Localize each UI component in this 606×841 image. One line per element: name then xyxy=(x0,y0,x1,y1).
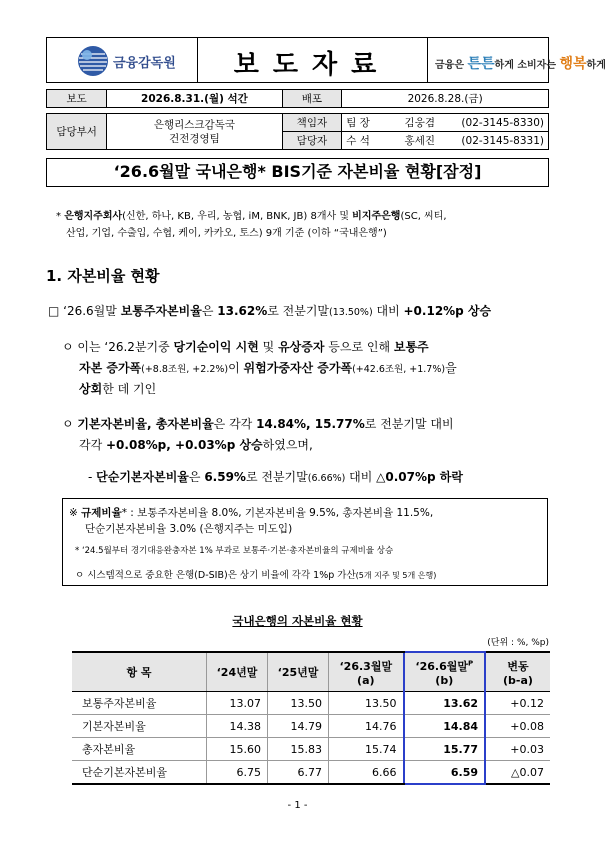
p1-e: 로 전분기말 xyxy=(267,304,330,318)
p2-a: ㅇ 이는 ‘26.2분기중 xyxy=(62,340,174,354)
document-title: ‘26.6월말 국내은행* BIS기준 자본비율 현황[잠정] xyxy=(46,158,549,187)
col-header-2026q1-sub: (a) xyxy=(357,673,375,687)
table-row xyxy=(72,715,550,738)
org-logo-cell xyxy=(47,38,198,82)
fn-c: (신한, 하나, KB, 우리, 농협, iM, BNK, JB) 8개사 및 xyxy=(122,211,353,222)
page-number: - 1 - xyxy=(287,800,308,811)
paragraph-reason-line2 xyxy=(79,359,457,376)
release-label: 보도 xyxy=(47,90,107,108)
capital-ratio-table xyxy=(72,651,550,785)
p3-g: +0.08%p, +0.03%p 상승 xyxy=(106,438,263,452)
scope-footnote-line1 xyxy=(56,207,447,222)
paragraph-leverage xyxy=(88,468,463,485)
fn-b: 은행지주회사 xyxy=(64,211,123,222)
paragraph-tier1-line2 xyxy=(79,436,313,453)
fn-e: (SC, 씨티, xyxy=(400,211,447,222)
regulatory-note-box xyxy=(62,498,548,586)
cell-change: △0.07 xyxy=(485,761,550,785)
p2-e: 등으로 인해 xyxy=(324,340,394,354)
cell-v24: 15.60 xyxy=(207,738,268,761)
p4-c: 은 xyxy=(188,470,205,484)
press-header xyxy=(46,37,606,83)
slogan-pre: 금융은 xyxy=(435,60,464,71)
note-c: * : 보통주자본비율 8.0%, 기본자본비율 9.5%, 총자본비율 11.5%, xyxy=(121,507,434,519)
fss-logo-icon xyxy=(77,45,109,77)
contact-label: 담당자 xyxy=(282,132,342,150)
dept-line1: 은행리스크감독국 xyxy=(153,118,235,131)
cell-v266: 6.59 xyxy=(404,761,485,785)
note-line2: 단순기본자본비율 3.0% (은행지주는 미도입) xyxy=(85,523,293,535)
cell-v25: 6.77 xyxy=(268,761,329,785)
p2-l: 을 xyxy=(445,361,457,375)
p3-f: 각각 xyxy=(79,438,106,452)
dept-line2: 건전경영팀 xyxy=(169,132,220,145)
p2-k: (+42.6조원, +1.7%) xyxy=(352,364,446,375)
cell-v263: 15.74 xyxy=(329,738,404,761)
p3-b: 기본자본비율, 총자본비율 xyxy=(77,417,214,431)
cell-change: +0.12 xyxy=(485,692,550,715)
p2-n: 한 데 기인 xyxy=(102,382,157,396)
p1-f: (13.50%) xyxy=(329,307,373,318)
table-caption: 국내은행의 자본비율 현황 xyxy=(232,614,363,628)
slogan-post: 하게 xyxy=(586,60,606,71)
table-row xyxy=(72,738,550,761)
p4-a: - xyxy=(88,470,97,484)
note-d: ㅇ 시스템적으로 중요한 은행(D-SIB)은 상기 비율에 각각 1%p 가산 xyxy=(75,570,356,581)
person1-name: 김웅겸 xyxy=(401,114,458,132)
p2-i: 이 xyxy=(228,361,244,375)
person2-title: 수 석 xyxy=(342,132,401,150)
org-name: 금융감독원 xyxy=(113,56,176,71)
press-title-cell xyxy=(197,38,428,82)
slogan-mid: 하게 소비자는 xyxy=(494,60,556,71)
cell-change: +0.08 xyxy=(485,715,550,738)
note-line3: * ‘24.5월부터 경기대응완충자본 1% 부과로 보통주·기본·총자본비율의 규제비율 상승 xyxy=(75,546,394,556)
cell-v266: 13.62 xyxy=(404,692,485,715)
col-header-2025: ‘25년말 xyxy=(268,652,329,692)
p2-m: 상회 xyxy=(79,382,103,396)
cell-v25: 14.79 xyxy=(268,715,329,738)
p1-b: 보통주자본비율 xyxy=(120,304,202,318)
note-e: (5개 지주 및 5개 은행) xyxy=(355,571,437,580)
person2-name: 홍세진 xyxy=(401,132,458,150)
p4-b: 단순기본자본비율 xyxy=(96,470,189,484)
p3-a: ㅇ xyxy=(62,417,78,431)
cell-v25: 13.50 xyxy=(268,692,329,715)
p1-a: □ ‘26.6월말 xyxy=(48,304,121,318)
table-row xyxy=(72,692,550,715)
col-header-item: 항 목 xyxy=(72,652,207,692)
cell-v263: 14.76 xyxy=(329,715,404,738)
p3-e: 로 전분기말 대비 xyxy=(364,417,454,431)
table-header-row xyxy=(72,652,550,692)
cell-v263: 13.50 xyxy=(329,692,404,715)
cell-v24: 14.38 xyxy=(207,715,268,738)
cell-change: +0.03 xyxy=(485,738,550,761)
distribution-value: 2026.8.28.(금) xyxy=(342,90,549,108)
p2-d: 유상증자 xyxy=(278,340,325,354)
p4-e: 로 전분기말 xyxy=(245,470,308,484)
cell-v266: 15.77 xyxy=(404,738,485,761)
cell-v24: 13.07 xyxy=(207,692,268,715)
scope-footnote-line2: 산업, 기업, 수출입, 수협, 케이, 카카오, 토스) 9개 기준 (이하 “국내은행”) xyxy=(66,228,387,239)
slogan xyxy=(435,53,606,73)
cell-v25: 15.83 xyxy=(268,738,329,761)
person1-title: 팀 장 xyxy=(342,114,401,132)
slogan-em1: 튼튼 xyxy=(467,56,495,72)
p2-j: 위험가중자산 증가폭 xyxy=(243,361,353,375)
p1-c: 은 xyxy=(201,304,218,318)
row-label: 기본자본비율 xyxy=(72,715,207,738)
p1-d: 13.62% xyxy=(217,304,268,318)
p2-c: 및 xyxy=(258,340,279,354)
release-value: 2026.8.31.(월) 석간 xyxy=(107,90,282,108)
p2-b: 당기순이익 시현 xyxy=(173,340,259,354)
p4-d: 6.59% xyxy=(204,470,246,484)
fn-d: 비지주은행 xyxy=(352,211,401,222)
p2-h: (+8.8조원, +2.2%) xyxy=(141,364,229,375)
p3-h: 하였으며, xyxy=(262,438,313,452)
dept-label: 담당부서 xyxy=(47,114,107,150)
person1-phone: (02-3145-8330) xyxy=(457,114,548,132)
col-header-2026q2-label: ‘26.6월말 xyxy=(415,659,468,673)
row-label: 단순기본자본비율 xyxy=(72,761,207,785)
responsible-label: 책임자 xyxy=(282,114,342,132)
row-label: 보통주자본비율 xyxy=(72,692,207,715)
cell-v266: 14.84 xyxy=(404,715,485,738)
col-header-2026q1-label: ‘26.3월말 xyxy=(339,659,393,673)
slogan-em2: 행복 xyxy=(559,56,587,72)
person2-phone: (02-3145-8331) xyxy=(457,132,548,150)
table-row xyxy=(72,761,550,785)
col-header-p-mark: P xyxy=(467,658,474,667)
section-heading: 1. 자본비율 현황 xyxy=(46,267,160,285)
p3-d: 14.84%, 15.77% xyxy=(256,417,365,431)
note-line4 xyxy=(75,567,436,581)
table-unit: (단위 : %, %p) xyxy=(487,638,549,648)
note-b: 규제비율 xyxy=(81,507,122,519)
dept-value xyxy=(107,114,282,150)
cell-v263: 6.66 xyxy=(329,761,404,785)
fn-a: * xyxy=(56,211,65,222)
p1-g: 대비 xyxy=(372,304,404,318)
row-label: 총자본비율 xyxy=(72,738,207,761)
p3-c: 은 각각 xyxy=(213,417,257,431)
col-header-2026q2-sub: (b) xyxy=(435,673,454,687)
col-header-2026q2 xyxy=(404,652,485,692)
col-header-2024: ‘24년말 xyxy=(207,652,268,692)
paragraph-tier1-line1 xyxy=(62,415,454,432)
p4-f: (6.66%) xyxy=(307,473,346,484)
cell-v24: 6.75 xyxy=(207,761,268,785)
note-a: ※ xyxy=(69,507,82,519)
note-line1 xyxy=(69,505,433,520)
col-header-change xyxy=(485,652,550,692)
p4-h: △0.07%p 하락 xyxy=(376,470,463,484)
press-title: 보도자료 xyxy=(233,50,391,80)
col-header-2026q1 xyxy=(329,652,404,692)
paragraph-reason-line3 xyxy=(79,380,156,397)
p4-g: 대비 xyxy=(345,470,377,484)
paragraph-cet1 xyxy=(48,302,491,319)
p1-h: +0.12%p 상승 xyxy=(403,304,492,318)
release-info-table xyxy=(46,89,549,150)
p2-f: 보통주 xyxy=(393,340,429,354)
paragraph-reason-line1 xyxy=(62,338,429,355)
col-header-change-label: 변동 xyxy=(507,659,529,673)
distribution-label: 배포 xyxy=(282,90,342,108)
p2-g: 자본 증가폭 xyxy=(79,361,142,375)
col-header-change-sub: (b-a) xyxy=(503,673,533,687)
